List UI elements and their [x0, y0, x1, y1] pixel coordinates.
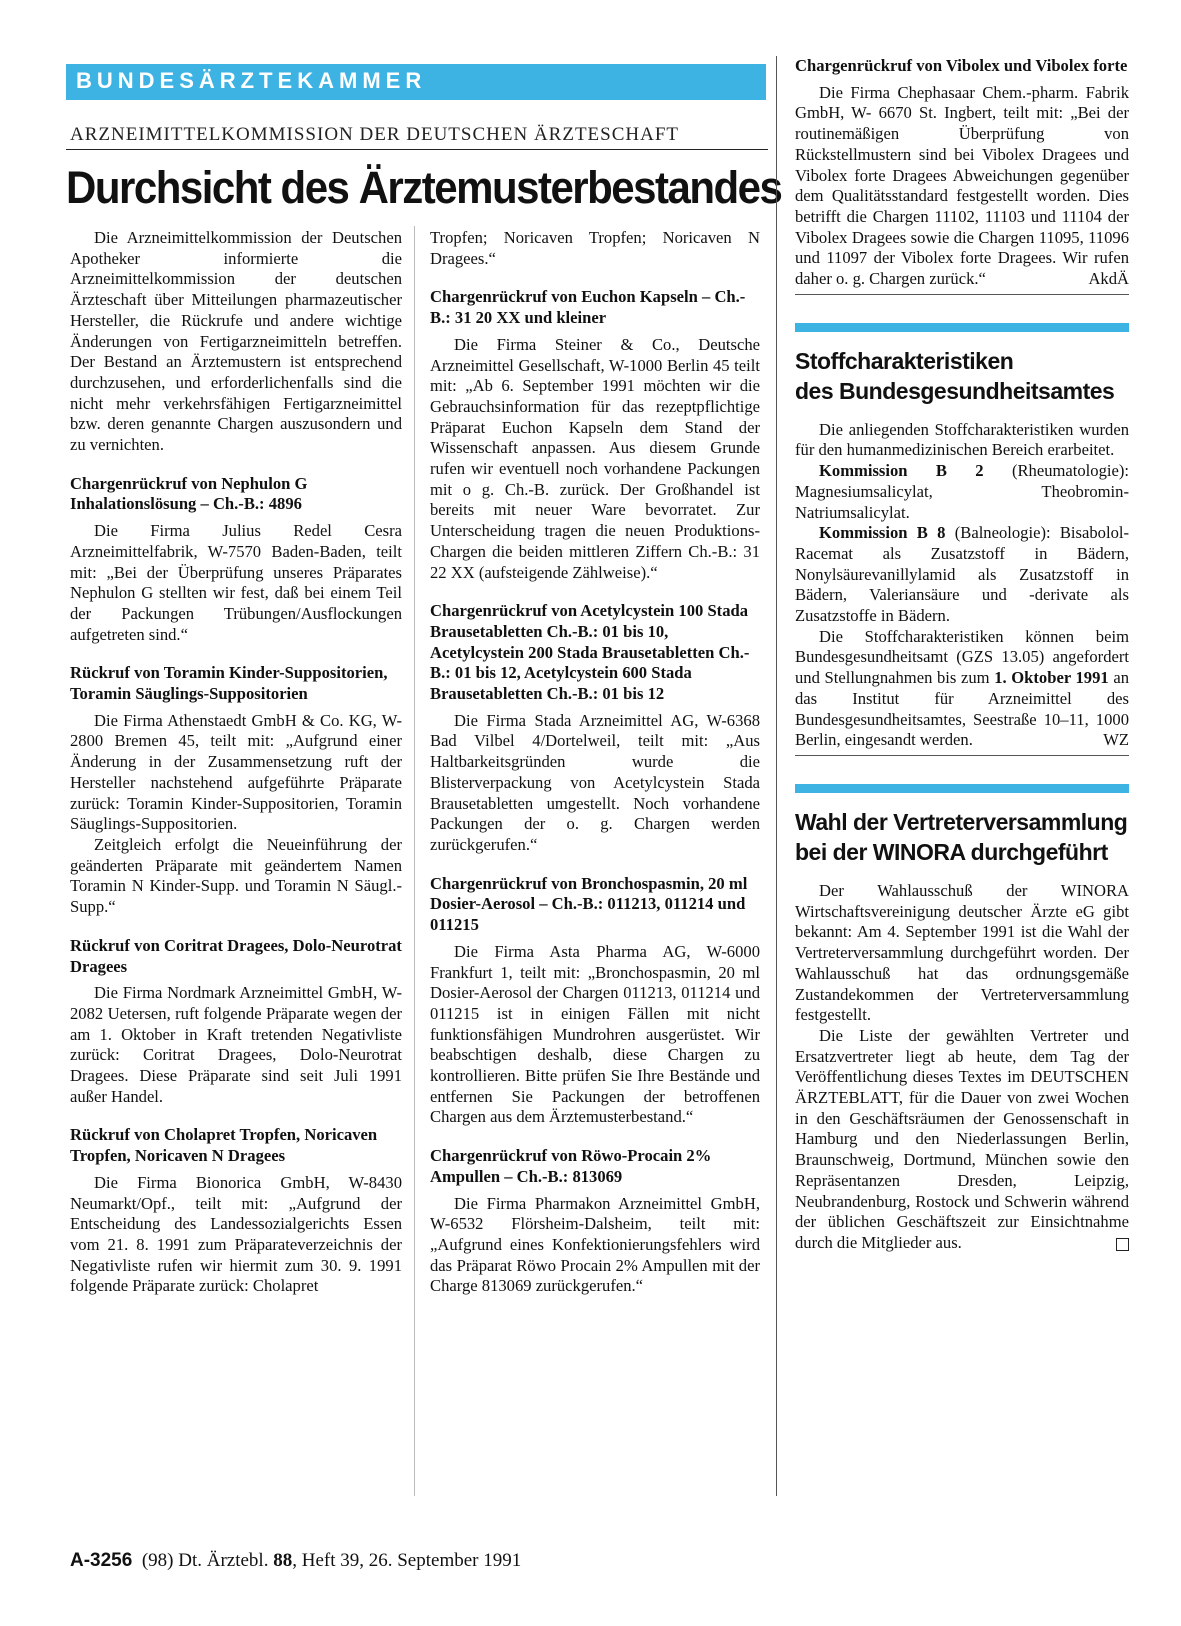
item-title: Rückruf von Coritrat Dragees, Dolo-Neurotrat Dragees	[70, 935, 402, 976]
divider	[795, 755, 1129, 756]
section-bar	[795, 784, 1129, 793]
item-paragraph: Die Firma Athenstaedt GmbH & Co. KG, W-2800 Bremen 45, teilt mit: „Aufgrund einer Änderung in der Zusammensetzung ruft der Hersteller nachstehend aufgeführte Präparate zurück: Toramin Kinder-Suppositorien, Toramin Säuglings-Suppositorien.	[70, 710, 402, 834]
signature: AkdÄ	[1088, 269, 1129, 289]
divider	[795, 294, 1129, 295]
item-title: Rückruf von Toramin Kinder-Suppositorien, Toramin Säuglings-Suppositorien	[70, 663, 388, 704]
section-title	[795, 807, 1129, 867]
item-paragraph: Zeitgleich erfolgt die Neueinführung der geänderten Präparate mit geändertem Namen Toramin N Kinder-Supp. und Toramin N Säugl.-Supp.“	[70, 834, 402, 917]
item-title: Chargenrückruf von Euchon Kapseln – Ch.-B.: 31 20 XX und kleiner	[430, 287, 746, 328]
column-divider	[776, 56, 777, 1496]
item-title: Chargenrückruf von Bronchospasmin, 20 ml Dosier-Aerosol – Ch.-B.: 011213, 011214 und 011215	[430, 873, 748, 935]
section-paragraph	[795, 1026, 1129, 1254]
section-title-line: Wahl der Vertreterversammlung	[795, 808, 1128, 835]
item-title: Chargenrückruf von Vibolex und Vibolex forte	[795, 56, 1128, 75]
section-bar	[795, 323, 1129, 332]
section-paragraph	[795, 461, 1129, 523]
item-paragraph: Die Firma Steiner & Co., Deutsche Arzneimittel Gesellschaft, W-1000 Berlin 45 teilt mit: „Ab 6. September 1991 möchten wir die Gebrauchsinformation für das rezeptpflichtige Präparat Euchon Kapseln dem Stand der Wissenschaft anpassen. Aus diesem Grunde rufen wir eventuell noch vorhandene Packungen mit o g. Ch.-B. zurück. Der Großhandel ist bereits mit neuer Ware bevorratet. Zur Unterscheidung tragen die neuen Produktions-Chargen die beiden mittleren Ziffern Ch.-B.: 31 22 XX (aufsteigende Zählweise).“	[430, 334, 760, 582]
page-footer	[70, 1550, 521, 1572]
section-text: Die Stoffcharakteristiken können beim Bundesgesundheitsamt (GZS 13.05) angefordert und Stellungnahmen bis zum	[795, 626, 1129, 688]
commission-text: (Balneologie): Bisabolol-Racemat als Zusatzstoff in Bädern, Nonylsäurevanillylamid als Zusatzstoff in Bädern, Valeriansäure und -derivate als Zusatzstoffe in Bädern.	[795, 523, 1129, 626]
item-paragraph: Die Firma Stada Arzneimittel AG, W-6368 Bad Vilbel 4/Dortelweil, teilt mit: „Aus Haltbarkeitsgründen wurde die Blisterverpackung von Acetylcystein Stada Brausetabletten umgestellt. Noch vorhandene Packungen der o. g. Chargen werden zurückgerufen.“	[430, 710, 760, 854]
banner-text: BUNDESÄRZTEKAMMER	[76, 68, 427, 93]
divider	[66, 149, 768, 150]
commission-label: Kommission B 8	[819, 523, 946, 543]
item-title: Chargenrückruf von Acetylcystein 100 Stada Brausetabletten Ch.-B.: 01 bis 10, Acetylcystein 200 Stada Brausetabletten Ch.-B.: 01 bis 12, Acetylcystein 600 Stada Brausetabletten Ch.-B.: 01 bis 12	[430, 601, 750, 704]
deadline: 1. Oktober 1991	[994, 668, 1109, 688]
section-text: Die Liste der gewählten Vertreter und Ersatzvertreter liegt ab heute, dem Tag der Veröffentlichung dieses Textes im DEUTSCHEN ÄRZTEBLATT, für die Dauer von zwei Wochen in den Geschäftsräumen der Genossenschaft in Hamburg und den Niederlassungen Berlin, Braunschweig, Dortmund, München sowie den Repräsentanzen Dresden, Leipzig, Neubrandenburg, Rostock und Schwerin während der üblichen Geschäftszeit zur Einsichtnahme durch die Mitglieder aus.	[795, 1025, 1129, 1252]
section-title	[795, 346, 1129, 406]
kicker: ARZNEIMITTELKOMMISSION DER DEUTSCHEN ÄRZTESCHAFT	[70, 124, 680, 145]
section-text: an das Institut für Arzneimittel des Bundesgesundheitsamtes, Seestraße 10–11, 1000 Berlin, eingesandt werden.	[795, 668, 1129, 750]
column-2	[430, 228, 760, 1297]
section-banner	[66, 64, 766, 100]
section-paragraph	[795, 523, 1129, 627]
continuation-paragraph: Tropfen; Noricaven Tropfen; Noricaven N Dragees.“	[430, 228, 760, 268]
footer-citation-tail: , Heft 39, 26. September 1991	[292, 1550, 522, 1571]
item-paragraph	[795, 83, 1129, 290]
column-3	[795, 56, 1129, 1254]
footer-volume: 88	[273, 1550, 293, 1571]
intro-paragraph: Die Arzneimittelkommission der Deutschen Apotheker informierte die Arzneimittelkommission der deutschen Ärzteschaft über Mitteilungen pharmazeutischer Hersteller, die Rückrufe und andere wichtige Änderungen von Fertigarzneimitteln betreffen. Der Bestand an Ärztemustern ist entsprechend durchzusehen, und erforderlichenfalls sind die nicht mehr verkehrsfähigen Fertigarzneimittel bzw. deren genannte Chargen auszusondern und zu vernichten.	[70, 228, 402, 455]
item-paragraph: Die Firma Nordmark Arzneimittel GmbH, W-2082 Uetersen, ruft folgende Präparate wegen der am 1. Oktober in Kraft tretenden Negativliste zurück: Coritrat Dragees, Dolo-Neurotrat Dragees. Diese Präparate sind seit Juli 1991 außer Handel.	[70, 983, 402, 1106]
item-title: Chargenrückruf von Nephulon G Inhalationslösung – Ch.-B.: 4896	[70, 473, 308, 514]
commission-text: (Rheumatologie): Magnesiumsalicylat, Theobromin-Natriumsalicylat.	[795, 461, 1129, 522]
section-paragraph	[795, 627, 1129, 751]
section-title-line: des Bundesgesundheitsamtes	[795, 377, 1115, 404]
page-number: A-3256	[70, 1550, 133, 1571]
column-1	[70, 228, 402, 1297]
item-title: Rückruf von Cholapret Tropfen, Noricaven Tropfen, Noricaven N Dragees	[70, 1125, 378, 1166]
item-paragraph: Die Firma Julius Redel Cesra Arzneimittelfabrik, W-7570 Baden-Baden, teilt mit: „Bei der Überprüfung unseres Präparates Nephulon G stellten wir fest, daß bei einem Teil der Packungen Trübungen/Ausflockungen aufgetreten sind.“	[70, 521, 402, 644]
item-title: Chargenrückruf von Röwo-Procain 2% Ampullen – Ch.-B.: 813069	[430, 1146, 712, 1186]
item-paragraph: Die Firma Pharmakon Arzneimittel GmbH, W-6532 Flörsheim-Dalsheim, teilt mit: „Aufgrund eines Konfektionierungsfehlers wird das Präparat Röwo Procain 2% Ampullen mit der Charge 813069 zurückgerufen.“	[430, 1193, 760, 1296]
item-paragraph: Die Firma Bionorica GmbH, W-8430 Neumarkt/Opf., teilt mit: „Aufgrund der Entscheidung des Landessozialgerichts Essen vom 21. 8. 1991 zum Präparateverzeichnis der Negativliste rufen wir hiermit zum 30. 9. 1991 folgende Präparate zurück: Cholapret	[70, 1172, 402, 1296]
section-title-line: Stoffcharakteristiken	[795, 347, 1014, 374]
headline: Durchsicht des Ärztemusterbestandes	[66, 162, 782, 213]
column-divider	[414, 226, 415, 1496]
end-mark-icon	[1116, 1238, 1129, 1251]
vibolex-text: Die Firma Chephasaar Chem.-pharm. Fabrik GmbH, W- 6670 St. Ingbert, teilt mit: „Bei der routinemäßigen Überprüfung von Rückstellmustern sind bei Vibolex Dragees und Vibolex forte Dragees Abweichungen gegenüber dem Qualitätsstandard festgestellt worden. Dies betrifft die Chargen 11102, 11103 und 11104 der Vibolex Dragees sowie die Chargen 11095, 11096 und 11097 der Vibolex forte Dragees. Wir rufen daher o. g. Chargen zurück.“	[795, 82, 1129, 289]
footer-citation: (98) Dt. Ärztebl.	[141, 1550, 274, 1571]
section-paragraph: Der Wahlausschuß der WINORA Wirtschaftsvereinigung deutscher Ärzte eG gibt bekannt: Am 4. September 1991 ist die Wahl der Vertreterversammlung durchgeführt worden. Der Wahlausschuß hat das ordnungsgemäße Zustandekommen der Vertreterversammlung festgestellt.	[795, 880, 1129, 1025]
commission-label: Kommission B 2	[819, 461, 984, 481]
signature: WZ	[1103, 730, 1129, 750]
section-title-line: bei der WINORA durchgeführt	[795, 838, 1108, 865]
item-paragraph: Die Firma Asta Pharma AG, W-6000 Frankfurt 1, teilt mit: „Bronchospasmin, 20 ml Dosier-Aerosol der Chargen 011213, 011214 und 011215 ist in einigen Fällen mit nicht funktionsfähigen Mundrohren ausgerüstet. Wir beabschtigen deshalb, diese Chargen zu kontrollieren. Bitte prüfen Sie Ihre Bestände und entfernen Sie Packungen der betroffenen Chargen aus dem Ärztemusterbestand.“	[430, 941, 760, 1127]
section-paragraph: Die anliegenden Stoffcharakteristiken wurden für den humanmedizinischen Bereich erarbeitet.	[795, 419, 1129, 460]
